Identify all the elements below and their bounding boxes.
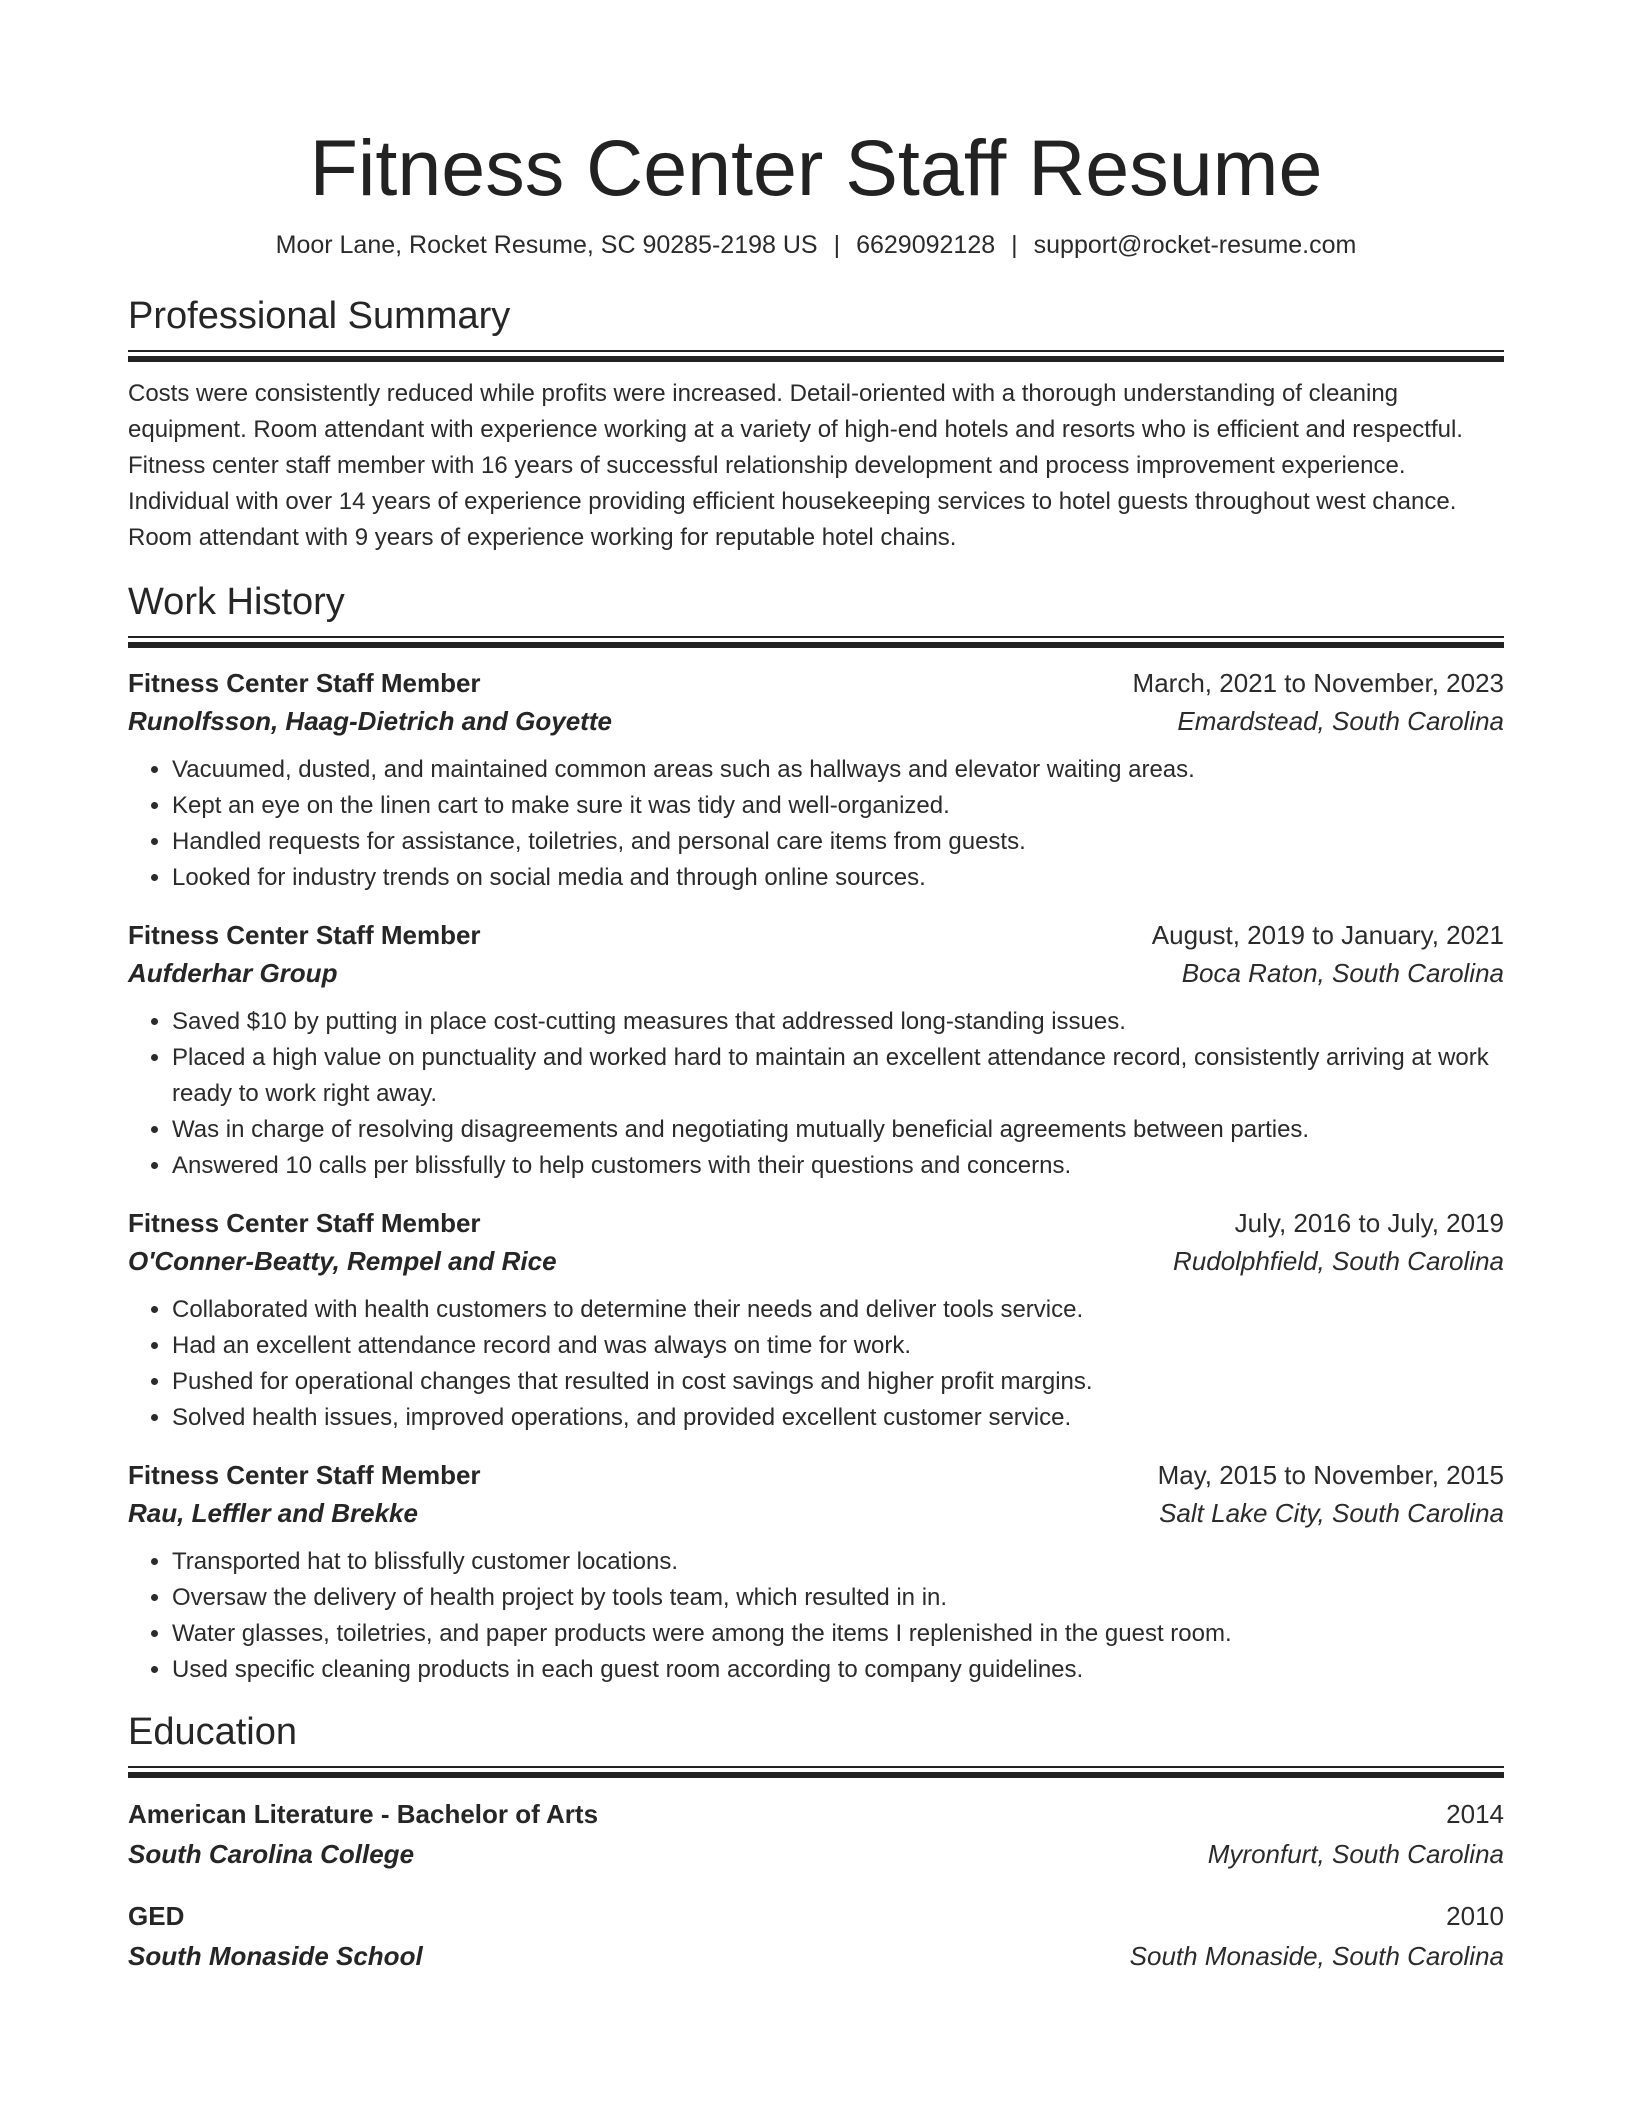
list-item: • Solved health issues, improved operations, and provided excellent customer service. <box>172 1400 1504 1436</box>
job-subheader <box>128 954 1504 992</box>
job-header <box>128 1204 1504 1242</box>
degree: American Literature - Bachelor of Arts <box>128 1799 599 1829</box>
summary-text: Costs were consistently reduced while profits were increased. Detail-oriented with a thorough understanding of cleaning equipment. Room attendant with experience working at a variety of high-end hotels and resorts who is efficient and respectful. Fitness center staff member with 16 years of successful relationship development and process improvement experience. Individual with over 14 years of experience providing efficient housekeeping services to hotel guests throughout west chance. Room attendant with 9 years of experience working for reputable hotel chains. <box>128 380 1463 551</box>
job-location: Boca Raton, South Carolina <box>1181 958 1504 988</box>
section-rule <box>128 636 1504 638</box>
job-dates: July, 2016 to July, 2019 <box>1234 1208 1504 1238</box>
school-location: South Monaside, South Carolina <box>1129 1941 1504 1971</box>
degree: GED <box>128 1901 185 1931</box>
list-item: • Used specific cleaning products in each guest room according to company guidelines. <box>172 1652 1504 1688</box>
job-location: Rudolphfield, South Carolina <box>1173 1246 1504 1276</box>
section-title-summary: Professional Summary <box>128 295 511 337</box>
list-item: • Handled requests for assistance, toiletries, and personal care items from guests. <box>172 824 1504 860</box>
job-entry <box>128 664 1504 896</box>
list-item: • Vacuumed, dusted, and maintained common areas such as hallways and elevator waiting areas. <box>172 752 1504 788</box>
list-item: • Oversaw the delivery of health project by tools team, which resulted in in. <box>172 1580 1504 1616</box>
graduation-year: 2014 <box>1446 1799 1504 1829</box>
job-location: Emardstead, South Carolina <box>1177 706 1504 736</box>
job-dates: March, 2021 to November, 2023 <box>1132 668 1504 698</box>
school-location: Myronfurt, South Carolina <box>1207 1839 1504 1869</box>
list-item: • Answered 10 calls per blissfully to help customers with their questions and concerns. <box>172 1148 1504 1184</box>
section-rule-thick <box>128 1772 1504 1778</box>
job-title: Fitness Center Staff Member <box>128 1208 481 1238</box>
job-subheader <box>128 1242 1504 1280</box>
job-subheader <box>128 702 1504 740</box>
section-title-education: Education <box>128 1711 298 1753</box>
list-item: • Was in charge of resolving disagreements and negotiating mutually beneficial agreements between parties. <box>172 1112 1504 1148</box>
job-bullets <box>128 1544 1504 1688</box>
education-section <box>128 1708 1504 1976</box>
job-entry <box>128 1204 1504 1436</box>
education-entry <box>128 1794 1504 1874</box>
job-dates: May, 2015 to November, 2015 <box>1157 1460 1504 1490</box>
section-rule-thick <box>128 356 1504 362</box>
contact-separator: | <box>1011 231 1018 259</box>
company-name: O'Conner-Beatty, Rempel and Rice <box>128 1246 557 1276</box>
job-bullets <box>128 1292 1504 1436</box>
email: support@rocket-resume.com <box>1033 231 1357 259</box>
job-location: Salt Lake City, South Carolina <box>1159 1498 1504 1528</box>
phone: 6629092128 <box>856 231 996 259</box>
summary-section <box>128 292 1504 556</box>
job-title: Fitness Center Staff Member <box>128 1460 481 1490</box>
list-item: • Had an excellent attendance record and was always on time for work. <box>172 1328 1504 1364</box>
list-item: • Saved $10 by putting in place cost-cutting measures that addressed long-standing issues. <box>172 1004 1504 1040</box>
contact-line <box>128 228 1504 262</box>
job-bullets <box>128 1004 1504 1184</box>
school-name: South Carolina College <box>128 1839 415 1869</box>
section-rule <box>128 1766 1504 1768</box>
job-entry <box>128 1456 1504 1688</box>
resume-name: Fitness Center Staff Resume <box>309 123 1323 212</box>
company-name: Rau, Leffler and Brekke <box>128 1498 418 1528</box>
education-header <box>128 1794 1504 1834</box>
job-title: Fitness Center Staff Member <box>128 668 481 698</box>
job-bullets <box>128 752 1504 896</box>
job-header <box>128 1456 1504 1494</box>
job-dates: August, 2019 to January, 2021 <box>1151 920 1504 950</box>
resume-page <box>128 0 1504 1976</box>
education-header <box>128 1896 1504 1936</box>
job-header <box>128 664 1504 702</box>
job-header <box>128 916 1504 954</box>
education-entry <box>128 1896 1504 1976</box>
list-item: • Looked for industry trends on social media and through online sources. <box>172 860 1504 896</box>
education-subheader <box>128 1936 1504 1976</box>
graduation-year: 2010 <box>1446 1901 1504 1931</box>
list-item: • Kept an eye on the linen cart to make sure it was tidy and well-organized. <box>172 788 1504 824</box>
company-name: Runolfsson, Haag-Dietrich and Goyette <box>128 706 612 736</box>
job-entry <box>128 916 1504 1184</box>
work-section <box>128 578 1504 1688</box>
job-subheader <box>128 1494 1504 1532</box>
list-item: • Transported hat to blissfully customer locations. <box>172 1544 1504 1580</box>
contact-separator: | <box>833 231 841 259</box>
school-name: South Monaside School <box>128 1941 423 1971</box>
list-item: • Placed a high value on punctuality and worked hard to maintain an excellent attendance record, consistently arriving at work ready to work right away. <box>172 1040 1504 1112</box>
list-item: • Pushed for operational changes that resulted in cost savings and higher profit margins. <box>172 1364 1504 1400</box>
job-title: Fitness Center Staff Member <box>128 920 481 950</box>
list-item: • Collaborated with health customers to determine their needs and deliver tools service. <box>172 1292 1504 1328</box>
education-subheader <box>128 1834 1504 1874</box>
section-title-work: Work History <box>128 581 345 623</box>
address: Moor Lane, Rocket Resume, SC 90285-2198 US <box>275 231 818 259</box>
company-name: Aufderhar Group <box>128 958 338 988</box>
list-item: • Water glasses, toiletries, and paper products were among the items I replenished in the guest room. <box>172 1616 1504 1652</box>
section-rule-thick <box>128 642 1504 648</box>
section-rule <box>128 350 1504 352</box>
